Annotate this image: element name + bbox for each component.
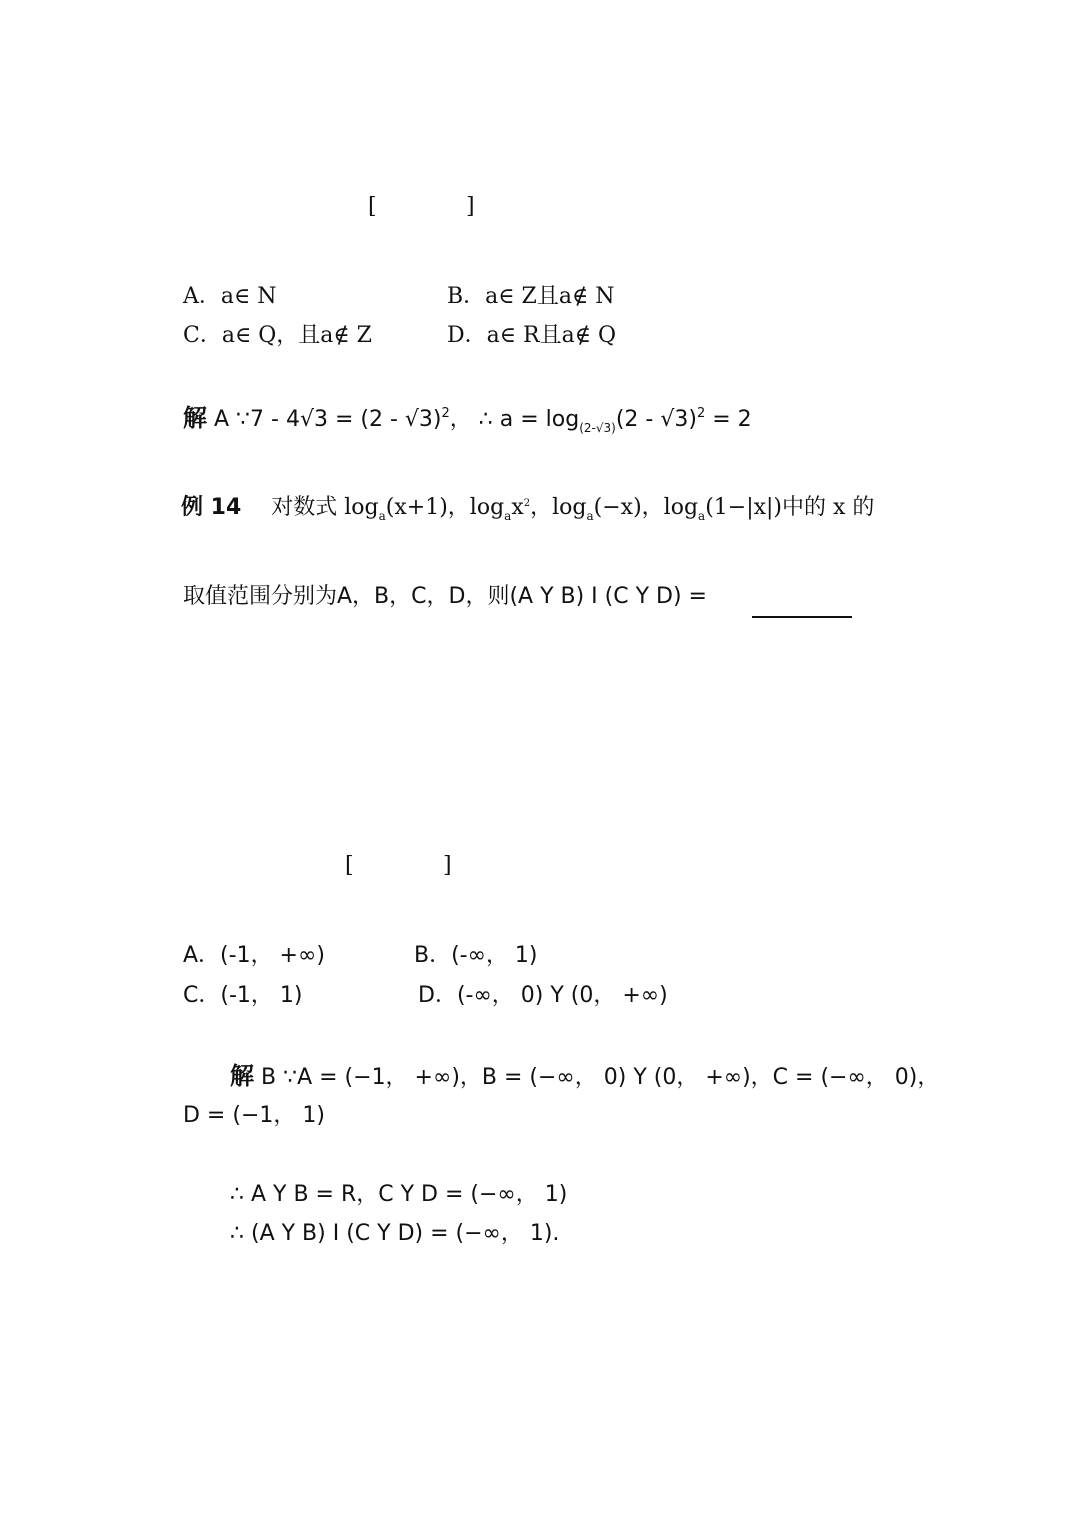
answer-bracket-close: ] <box>466 194 475 219</box>
solution-1 <box>183 404 752 435</box>
subscript: a <box>504 509 512 523</box>
superscript: 2 <box>441 406 450 421</box>
solution-text: A ∵7 - 4√3 = (2 - √3) <box>207 407 442 432</box>
option-a: A．a∈ N <box>183 284 277 309</box>
option-b: B．a∈ Z且a∉ N <box>447 284 615 309</box>
answer-bracket-close: ] <box>443 853 452 878</box>
option-d: D．a∈ R且a∉ Q <box>447 323 617 348</box>
solution-label: 解 <box>183 404 207 432</box>
example-label: 例 14 <box>181 495 242 520</box>
example-text: ，log <box>530 495 587 520</box>
therefore-line-1: ∴ A Y B = R，C Y D = (−∞， 1) <box>230 1182 568 1207</box>
solution-text: = 2 <box>705 407 752 432</box>
option-c: C．a∈ Q，且a∉ Z <box>183 323 372 348</box>
solution-text: (2 - √3) <box>615 407 697 432</box>
example-text: (x+1)，log <box>385 495 505 520</box>
subscript: (2-√3) <box>579 421 616 435</box>
example-14-line-1 <box>181 495 875 523</box>
solution-text: B ∵A = (−1， +∞)，B = (−∞， 0) Y (0， +∞)，C = (−∞， 0)， <box>254 1065 940 1090</box>
subscript: a <box>378 509 386 523</box>
example-text: 对数式 log <box>271 495 379 520</box>
option-b: B．(-∞， 1) <box>414 943 538 968</box>
solution-2 <box>230 1064 939 1089</box>
answer-bracket-open: [ <box>368 194 377 219</box>
example-text: x <box>511 495 524 520</box>
answer-bracket-open: [ <box>345 853 354 878</box>
example-text: (−x)，log <box>593 495 699 520</box>
example-text: (1−|x|)中的 x 的 <box>705 495 875 520</box>
superscript: 2 <box>696 406 706 421</box>
example-14-line-2: 取值范围分别为A，B，C，D，则(A Y B) I (C Y D) = <box>183 584 707 609</box>
superscript: 2 <box>523 498 531 509</box>
subscript: a <box>586 509 594 523</box>
option-a: A．(-1， +∞) <box>183 943 325 968</box>
answer-blank <box>752 616 852 618</box>
therefore-line-2: ∴ (A Y B) I (C Y D) = (−∞， 1). <box>230 1221 560 1246</box>
solution-2-line-2: D = (−1， 1) <box>183 1103 325 1128</box>
solution-label: 解 <box>230 1062 254 1090</box>
subscript: a <box>698 509 706 523</box>
solution-text: ， ∴ a = log <box>449 407 580 432</box>
option-d: D．(-∞， 0) Y (0， +∞) <box>418 983 668 1008</box>
option-c: C．(-1， 1) <box>183 983 303 1008</box>
